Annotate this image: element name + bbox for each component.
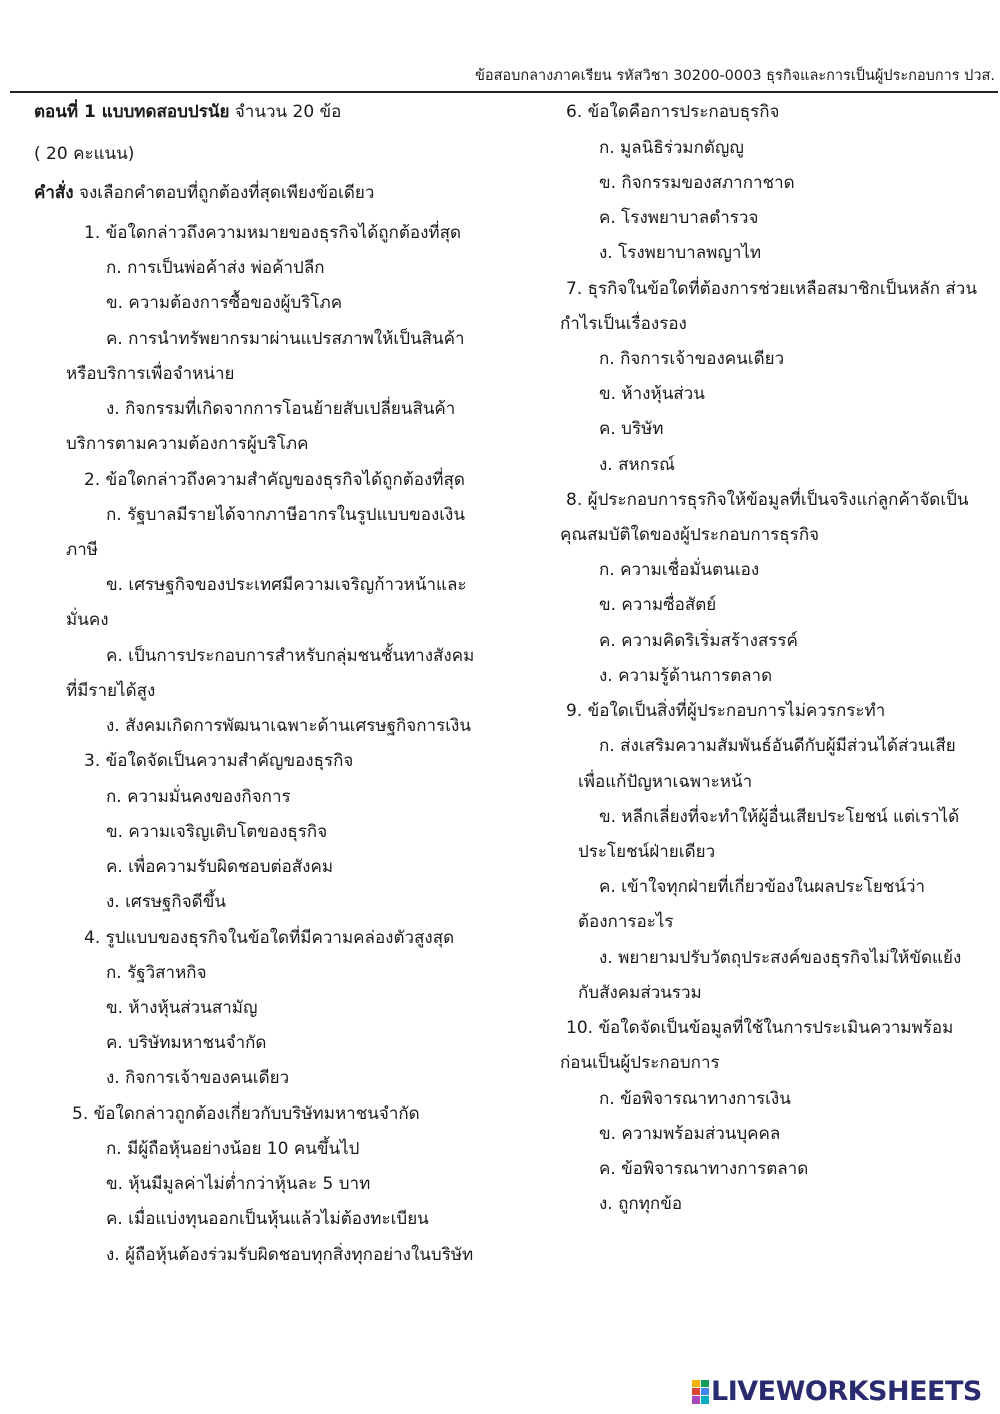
right-line-15: ค. ความคิดริเริ่มสร้างสรรค์ bbox=[599, 631, 798, 651]
left-line-3: ค. การนำทรัพยากรมาผ่านแปรสภาพให้เป็นสินค้า bbox=[106, 329, 465, 349]
left-line-27: ข. หุ้นมีมูลค่าไม่ต่ำกว่าหุ้นละ 5 บาท bbox=[106, 1174, 371, 1194]
left-line-12: ค. เป็นการประกอบการสำหรับกลุ่มชนชั้นทางสังคม bbox=[106, 646, 475, 666]
right-line-24: ง. พยายามปรับวัตถุประสงค์ของธุรกิจไม่ให้ขัดแย้ง bbox=[599, 948, 962, 968]
left-line-14: ง. สังคมเกิดการพัฒนาเฉพาะด้านเศรษฐกิจการเงิน bbox=[106, 716, 471, 736]
logo-square-4 bbox=[701, 1388, 709, 1395]
logo-square-2 bbox=[701, 1380, 709, 1387]
right-line-11: 8. ผู้ประกอบการธุรกิจให้ข้อมูลที่เป็นจริงแก่ลูกค้าจัดเป็น bbox=[566, 490, 969, 510]
left-line-6: บริการตามความต้องการผู้บริโภค bbox=[66, 434, 309, 454]
command-rest: จงเลือกคำตอบที่ถูกต้องที่สุดเพียงข้อเดียว bbox=[73, 183, 375, 203]
right-line-31: ง. ถูกทุกข้อ bbox=[599, 1194, 683, 1214]
right-line-26: 10. ข้อใดจัดเป็นข้อมูลที่ใช้ในการประเมินความพร้อม bbox=[566, 1018, 954, 1038]
score-text: ( 20 คะแนน) bbox=[34, 144, 135, 164]
right-line-14: ข. ความซื่อสัตย์ bbox=[599, 595, 717, 615]
right-line-27: ก่อนเป็นผู้ประกอบการ bbox=[560, 1053, 720, 1073]
right-line-2: ข. กิจกรรมของสภากาชาด bbox=[599, 173, 795, 193]
left-line-26: ก. มีผู้ถือหุ้นอย่างน้อย 10 คนขึ้นไป bbox=[106, 1139, 360, 1159]
left-line-10: ข. เศรษฐกิจของประเทศมีความเจริญก้าวหน้าและ bbox=[106, 575, 467, 595]
left-line-19: ง. เศรษฐกิจดีขึ้น bbox=[106, 892, 226, 912]
logo-square-6 bbox=[701, 1396, 709, 1404]
exam-header: ข้อสอบกลางภาคเรียน รหัสวิชา 30200-0003 ธุรกิจและการเป็นผู้ประกอบการ ปวส. bbox=[474, 68, 995, 84]
left-line-17: ข. ความเจริญเติบโตของธุรกิจ bbox=[106, 822, 328, 842]
right-line-5: 7. ธุรกิจในข้อใดที่ต้องการช่วยเหลือสมาชิกเป็นหลัก ส่วน bbox=[566, 279, 977, 299]
header-rule bbox=[10, 91, 998, 93]
logo-square-1 bbox=[692, 1380, 700, 1387]
part-title bbox=[34, 101, 341, 123]
part-title-rest: จำนวน 20 ข้อ bbox=[229, 102, 342, 122]
left-line-15: 3. ข้อใดจัดเป็นความสำคัญของธุรกิจ bbox=[84, 751, 354, 771]
right-line-1: ก. มูลนิธิร่วมกตัญญู bbox=[599, 138, 744, 158]
right-line-7: ก. กิจการเจ้าของคนเดียว bbox=[599, 349, 785, 369]
right-line-20: ข. หลีกเลี่ยงที่จะทำให้ผู้อื่นเสียประโยชน์ แต่เราได้ bbox=[599, 807, 960, 827]
left-line-11: มั่นคง bbox=[66, 610, 109, 630]
right-line-12: คุณสมบัติใดของผู้ประกอบการธุรกิจ bbox=[560, 525, 820, 545]
right-line-25: กับสังคมส่วนรวม bbox=[578, 983, 702, 1003]
right-line-17: 9. ข้อใดเป็นสิ่งที่ผู้ประกอบการไม่ควรกระทำ bbox=[566, 701, 886, 721]
left-line-7: 2. ข้อใดกล่าวถึงความสำคัญของธุรกิจได้ถูกต้องที่สุด bbox=[84, 470, 465, 490]
liveworksheets-brand: LIVEWORKSHEETS bbox=[711, 1375, 982, 1407]
right-line-22: ค. เข้าใจทุกฝ่ายที่เกี่ยวข้องในผลประโยชน์ว่า bbox=[599, 877, 926, 897]
right-line-0: 6. ข้อใดคือการประกอบธุรกิจ bbox=[566, 102, 780, 122]
left-line-25: 5. ข้อใดกล่าวถูกต้องเกี่ยวกับบริษัทมหาชนจำกัด bbox=[72, 1104, 420, 1124]
right-line-29: ข. ความพร้อมส่วนบุคคล bbox=[599, 1124, 781, 1144]
left-line-1: ก. การเป็นพ่อค้าส่ง พ่อค้าปลีก bbox=[106, 258, 325, 278]
command-bold: คำสั่ง bbox=[34, 183, 74, 203]
left-line-29: ง. ผู้ถือหุ้นต้องร่วมรับผิดชอบทุกสิ่งทุกอย่างในบริษัท bbox=[106, 1245, 474, 1265]
right-line-3: ค. โรงพยาบาลตำรวจ bbox=[599, 208, 759, 228]
right-line-18: ก. ส่งเสริมความสัมพันธ์อันดีกับผู้มีส่วนได้ส่วนเสีย bbox=[599, 736, 956, 756]
right-line-21: ประโยชน์ฝ่ายเดียว bbox=[578, 842, 716, 862]
left-line-2: ข. ความต้องการซื้อของผู้บริโภค bbox=[106, 293, 343, 313]
left-line-5: ง. กิจกรรมที่เกิดจากการโอนย้ายสับเปลี่ยนสินค้า bbox=[106, 399, 456, 419]
left-line-28: ค. เมื่อแบ่งทุนออกเป็นหุ้นแล้วไม่ต้องทะเบียน bbox=[106, 1209, 429, 1229]
command-text bbox=[34, 182, 374, 204]
left-line-8: ก. รัฐบาลมีรายได้จากภาษีอากรในรูปแบบของเงิน bbox=[106, 505, 465, 525]
left-line-18: ค. เพื่อความรับผิดชอบต่อสังคม bbox=[106, 857, 334, 877]
left-line-0: 1. ข้อใดกล่าวถึงความหมายของธุรกิจได้ถูกต้องที่สุด bbox=[84, 223, 462, 243]
liveworksheets-logo bbox=[692, 1376, 982, 1406]
liveworksheets-logo-icon bbox=[692, 1380, 708, 1402]
right-line-8: ข. ห้างหุ้นส่วน bbox=[599, 384, 705, 404]
right-line-13: ก. ความเชื่อมั่นตนเอง bbox=[599, 560, 760, 580]
left-line-9: ภาษี bbox=[66, 540, 98, 560]
logo-square-3 bbox=[692, 1388, 700, 1395]
right-line-19: เพื่อแก้ปัญหาเฉพาะหน้า bbox=[578, 772, 753, 792]
left-line-16: ก. ความมั่นคงของกิจการ bbox=[106, 787, 291, 807]
part-title-bold: ตอนที่ 1 แบบทดสอบปรนัย bbox=[34, 102, 230, 122]
right-line-9: ค. บริษัท bbox=[599, 419, 664, 439]
right-line-4: ง. โรงพยาบาลพญาไท bbox=[599, 243, 762, 263]
right-line-6: กำไรเป็นเรื่องรอง bbox=[560, 314, 687, 334]
right-line-10: ง. สหกรณ์ bbox=[599, 455, 675, 475]
right-line-23: ต้องการอะไร bbox=[578, 912, 674, 932]
left-line-24: ง. กิจการเจ้าของคนเดียว bbox=[106, 1068, 290, 1088]
left-line-13: ที่มีรายได้สูง bbox=[66, 681, 156, 701]
left-line-4: หรือบริการเพื่อจำหน่าย bbox=[66, 364, 235, 384]
right-line-28: ก. ข้อพิจารณาทางการเงิน bbox=[599, 1089, 791, 1109]
left-line-22: ข. ห้างหุ้นส่วนสามัญ bbox=[106, 998, 258, 1018]
left-line-23: ค. บริษัทมหาชนจำกัด bbox=[106, 1033, 267, 1053]
left-line-21: ก. รัฐวิสาหกิจ bbox=[106, 963, 207, 983]
logo-square-5 bbox=[692, 1396, 700, 1404]
right-line-30: ค. ข้อพิจารณาทางการตลาด bbox=[599, 1159, 809, 1179]
right-line-16: ง. ความรู้ด้านการตลาด bbox=[599, 666, 773, 686]
left-line-20: 4. รูปแบบของธุรกิจในข้อใดที่มีความคล่องตัวสูงสุด bbox=[84, 928, 455, 948]
